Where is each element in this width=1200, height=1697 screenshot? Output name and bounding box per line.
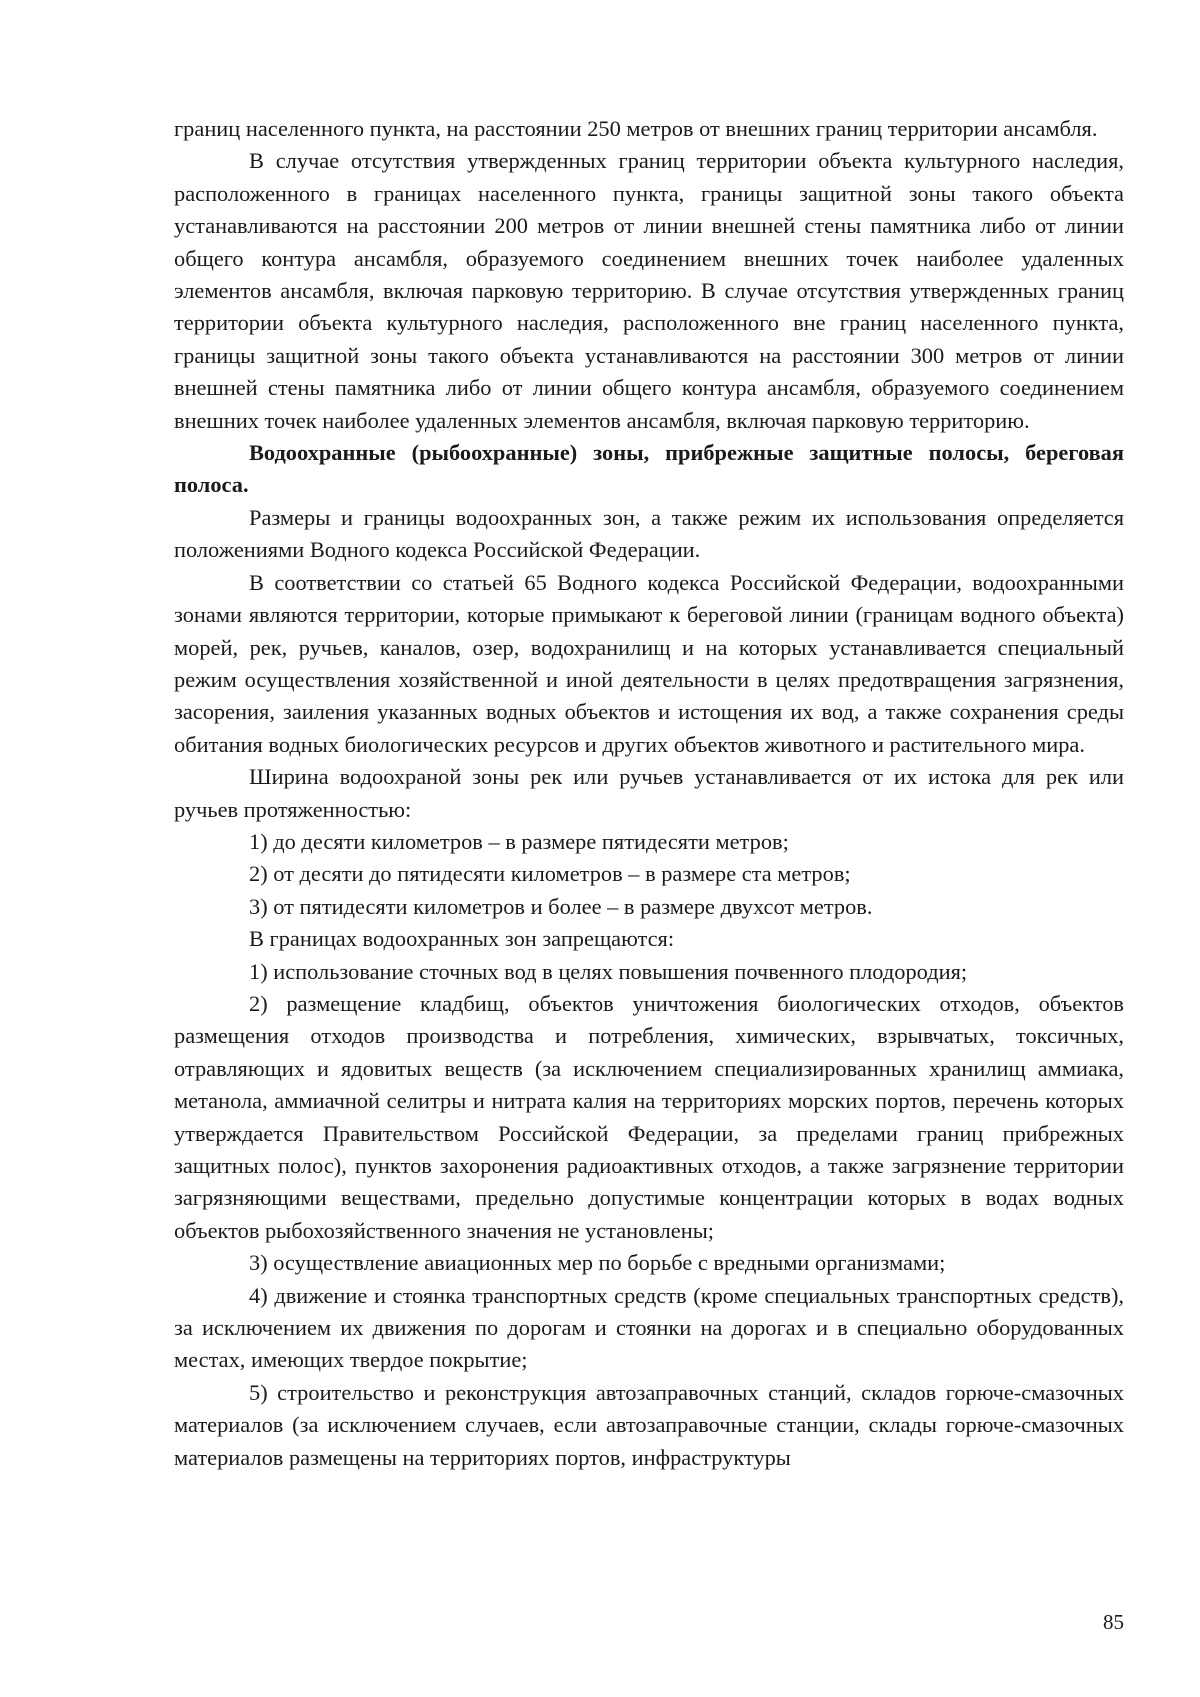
section-heading: Водоохранные (рыбоохранные) зоны, прибрежные защитные полосы, береговая полоса.: [174, 440, 1124, 498]
paragraph-5: В соответствии со статьей 65 Водного кодекса Российской Федерации, водоохранными зонами являются территории, которые примыкают к береговой линии (границам водного объекта) морей, рек, ручьев, каналов, озер, водохранилищ и на которых устанавливается специальный режим осуществления хозяйственной и иной деятельности в целях предотвращения загрязнения, засорения, заиления указанных водных объектов и истощения их вод, а также сохранения среды обитания водных биологических ресурсов и других объектов животного и растительного мира.: [174, 569, 1124, 757]
page-number: 85: [1103, 1610, 1124, 1634]
prohibition-item-5: 5) строительство и реконструкция автозаправочных станций, складов горюче-смазочных материалов (за исключением случаев, если автозаправочные станции, склады горюче-смазочных материалов размещены на территориях портов, инфраструктуры: [174, 1379, 1124, 1470]
list-item-width-1: 1) до десяти километров – в размере пятидесяти метров;: [249, 828, 789, 854]
paragraph-1: границ населенного пункта, на расстоянии 250 метров от внешних границ территории ансамбля.: [174, 116, 1098, 141]
list-item-width-2: 2) от десяти до пятидесяти километров – в размере ста метров;: [249, 861, 851, 887]
document-page: [174, 113, 1124, 1474]
prohibitions-intro: В границах водоохранных зон запрещаются:: [249, 926, 675, 952]
paragraph-2: В случае отсутствия утвержденных границ территории объекта культурного наследия, расположенного в границах населенного пункта, границы защитной зоны такого объекта устанавливаются на расстоянии 200 метров от линии внешней стены памятника либо от линии общего контура ансамбля, образуемого соединением внешних точек наиболее удаленных элементов ансамбля, включая парковую территорию. В случае отсутствия утвержденных границ территории объекта культурного наследия, расположенного вне границ населенного пункта, границы защитной зоны такого объекта устанавливаются на расстоянии 300 метров от линии внешней стены памятника либо от линии общего контура ансамбля, образуемого соединением внешних точек наиболее удаленных элементов ансамбля, включая парковую территорию.: [174, 148, 1124, 433]
prohibition-item-2: 2) размещение кладбищ, объектов уничтожения биологических отходов, объектов размещения отходов производства и потребления, химических, взрывчатых, токсичных, отравляющих и ядовитых веществ (за исключением специализированных хранилищ аммиака, метанола, аммиачной селитры и нитрата калия на территориях морских портов, перечень которых утверждается Правительством Российской Федерации, за пределами границ прибрежных защитных полос), пунктов захоронения радиоактивных отходов, а также загрязнение территории загрязняющими веществами, предельно допустимые концентрации которых в водах водных объектов рыбохозяйственного значения не установлены;: [174, 990, 1124, 1243]
prohibition-item-3: 3) осуществление авиационных мер по борьбе с вредными организмами;: [249, 1250, 946, 1276]
paragraph-6: Ширина водоохраной зоны рек или ручьев устанавливается от их истока для рек или ручьев протяженностью:: [174, 764, 1124, 822]
prohibition-item-1: 1) использование сточных вод в целях повышения почвенного плодородия;: [249, 958, 968, 984]
paragraph-4: Размеры и границы водоохранных зон, а также режим их использования определяется положениями Водного кодекса Российской Федерации.: [174, 504, 1124, 563]
list-item-width-3: 3) от пятидесяти километров и более – в размере двухсот метров.: [249, 893, 873, 919]
prohibition-item-4: 4) движение и стоянка транспортных средств (кроме специальных транспортных средств), за исключением их движения по дорогам и стоянки на дорогах и в специально оборудованных местах, имеющих твердое покрытие;: [174, 1282, 1124, 1373]
